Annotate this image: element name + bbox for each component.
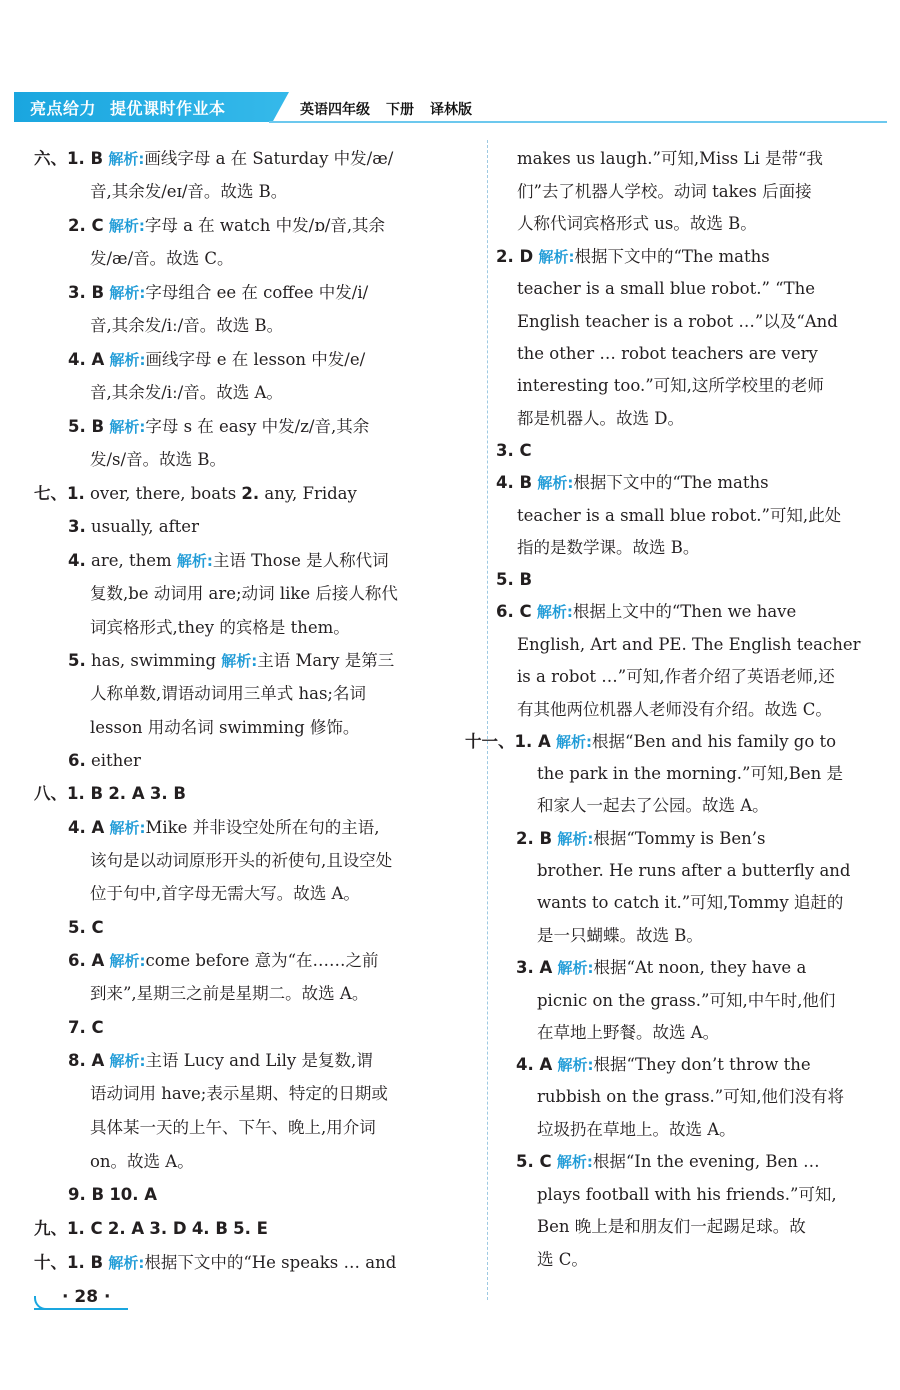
analysis-label: 解析: (537, 474, 574, 492)
item-number: 十、1. B (34, 1253, 104, 1272)
analysis-label: 解析: (109, 1052, 146, 1070)
right-answer-line (516, 828, 766, 850)
answer-text: 主语 Mary 是第三 (257, 651, 395, 670)
left-answer-line (90, 717, 359, 739)
page-number-rule (34, 1308, 128, 1310)
item-number: 4. A (68, 350, 105, 369)
answer-text: rubbish on the grass.”可知,他们没有将 (537, 1087, 844, 1106)
answer-text: English teacher is a robot …”以及“And (517, 312, 838, 331)
analysis-label: 解析: (109, 952, 146, 970)
right-answer-line (496, 440, 532, 462)
right-answer-line (537, 795, 769, 817)
header-book-info (300, 99, 488, 119)
analysis-label: 解析: (556, 733, 593, 751)
item-number: 5. B (496, 570, 533, 589)
analysis-label: 解析: (109, 351, 146, 369)
right-answer-line (496, 569, 532, 591)
item-number: 七、1. (34, 484, 85, 503)
answer-text: 主语 Those 是人称代词 (212, 551, 389, 570)
answer-text: teacher is a small blue robot.”可知,此处 (517, 506, 842, 525)
book-volume: 下册 (386, 102, 414, 118)
left-answer-line (90, 382, 283, 404)
item-number: 7. C (68, 1018, 104, 1037)
left-answer-line (90, 315, 283, 337)
right-answer-line (517, 666, 835, 688)
left-answer-line (68, 817, 379, 839)
right-answer-line (537, 860, 850, 882)
left-answer-line (68, 282, 368, 304)
answer-text: Mike 并非设空处所在句的主语, (145, 818, 380, 837)
left-answer-line (68, 416, 369, 438)
item-number: 6. C (496, 602, 532, 621)
analysis-label: 解析: (108, 150, 145, 168)
answer-text: 根据“In the evening, Ben … (592, 1152, 820, 1171)
right-answer-line (537, 1086, 844, 1108)
right-answer-line (537, 1119, 736, 1141)
left-answer-line (34, 1252, 396, 1274)
answer-text: 是一只蝴蝶。故选 B。 (537, 926, 703, 945)
brand-name: 亮点给力 (30, 99, 97, 118)
column-divider (487, 140, 488, 1300)
right-answer-line (517, 699, 832, 721)
right-answer-line (517, 537, 699, 559)
item-number: 5. (68, 651, 86, 670)
answer-text: the park in the morning.”可知,Ben 是 (537, 764, 843, 783)
right-answer-line (496, 246, 770, 268)
left-answer-line (68, 1184, 157, 1206)
right-answer-line (465, 731, 836, 753)
left-answer-line (34, 483, 357, 505)
right-answer-line (517, 343, 818, 365)
answer-text: 垃圾扔在草地上。故选 A。 (537, 1120, 736, 1139)
answer-text: 音,其余发/eɪ/音。故选 B。 (90, 182, 288, 201)
answer-text: 根据下文中的“He speaks … and (144, 1253, 397, 1272)
answer-text: 音,其余发/iː/音。故选 B。 (90, 316, 284, 335)
right-answer-line (517, 505, 841, 527)
right-answer-line (517, 181, 812, 203)
item-number: 10. A (109, 1185, 158, 1204)
item-number: 2. C (68, 216, 104, 235)
left-answer-line (34, 148, 393, 170)
item-number: 3. B (68, 283, 105, 302)
answer-text: 字母组合 ee 在 coffee 中发/i/ (145, 283, 369, 302)
left-answer-line (90, 583, 398, 605)
item-number: 2. (241, 484, 260, 503)
answer-text: 发/æ/音。故选 C。 (90, 249, 234, 268)
answer-text: 们”去了机器人学校。动词 takes 后面接 (517, 182, 812, 201)
left-answer-line (90, 181, 287, 203)
item-number: 4. A (516, 1055, 553, 1074)
answer-text: over, there, boats (84, 484, 242, 503)
right-answer-line (517, 634, 860, 656)
answer-text: 字母 a 在 watch 中发/ɒ/音,其余 (144, 216, 386, 235)
item-number: 6. (68, 751, 86, 770)
left-answer-line (68, 550, 389, 572)
answer-text: 发/s/音。故选 B。 (90, 450, 226, 469)
header-rule (269, 121, 887, 123)
item-number: 4. A (68, 818, 105, 837)
item-number: 3. C (496, 441, 532, 460)
analysis-label: 解析: (557, 1056, 594, 1074)
left-answer-line (68, 650, 394, 672)
answer-text: 具体某一天的上午、下午、晚上,用介词 (90, 1118, 376, 1137)
left-answer-line (68, 349, 365, 371)
answer-text: 该句是以动词原形开头的祈使句,且设空处 (90, 851, 393, 870)
analysis-label: 解析: (109, 418, 146, 436)
right-answer-line (537, 892, 843, 914)
answer-text: 根据“At noon, they have a (593, 958, 807, 977)
item-number: 6. A (68, 951, 105, 970)
item-number: 9. B (68, 1185, 105, 1204)
analysis-label: 解析: (538, 248, 575, 266)
right-answer-line (517, 148, 823, 170)
left-answer-line (68, 750, 141, 772)
answer-text: teacher is a small blue robot.” “The (517, 279, 815, 298)
right-answer-line (537, 1249, 588, 1271)
item-number: 5. C (68, 918, 104, 937)
answer-text: 位于句中,首字母无需大写。故选 A。 (90, 884, 360, 903)
left-answer-line (90, 1151, 194, 1173)
analysis-label: 解析: (221, 652, 258, 670)
item-number: 2. A (108, 784, 145, 803)
left-answer-line (90, 983, 368, 1005)
right-answer-line (517, 408, 684, 430)
right-answer-line (496, 601, 796, 623)
answer-text: 有其他两位机器人老师没有介绍。故选 C。 (517, 700, 832, 719)
right-answer-line (516, 1151, 820, 1173)
item-number: 2. D (496, 247, 534, 266)
analysis-label: 解析: (109, 284, 146, 302)
answer-text: 根据“Tommy is Ben’s (593, 829, 766, 848)
answer-text: usually, after (85, 517, 199, 536)
left-answer-line (90, 883, 360, 905)
right-answer-line (537, 925, 703, 947)
answer-text: 和家人一起去了公园。故选 A。 (537, 796, 769, 815)
answer-text: any, Friday (259, 484, 357, 503)
left-answer-line (90, 248, 234, 270)
answer-text: either (85, 751, 141, 770)
item-number: 3. (68, 517, 86, 536)
right-answer-line (537, 990, 835, 1012)
analysis-label: 解析: (557, 959, 594, 977)
left-answer-line (68, 917, 104, 939)
left-answer-line (90, 1117, 376, 1139)
book-edition: 译林版 (430, 102, 472, 118)
item-number: 2. B (516, 829, 553, 848)
left-answer-line (90, 449, 226, 471)
analysis-label: 解析: (556, 1153, 593, 1171)
answer-text: plays football with his friends.”可知, (537, 1185, 837, 1204)
answer-text: 根据下文中的“The maths (573, 473, 769, 492)
right-answer-line (517, 375, 824, 397)
left-answer-line (34, 783, 186, 805)
answer-text: wants to catch it.”可知,Tommy 追赶的 (537, 893, 844, 912)
answer-text: English, Art and PE. The English teacher (517, 635, 861, 654)
left-answer-line (68, 215, 385, 237)
right-answer-line (517, 311, 838, 333)
answer-text: 画线字母 e 在 lesson 中发/e/ (145, 350, 366, 369)
right-answer-line (496, 472, 769, 494)
right-answer-line (537, 1184, 837, 1206)
answer-text: interesting too.”可知,这所学校里的老师 (517, 376, 824, 395)
left-answer-line (34, 1218, 268, 1240)
answer-text: 在草地上野餐。故选 A。 (537, 1023, 720, 1042)
item-number: 2. A (107, 1219, 145, 1238)
answer-text: 选 C。 (537, 1250, 588, 1269)
answer-text: picnic on the grass.”可知,中午时,他们 (537, 991, 836, 1010)
left-answer-line (68, 1017, 104, 1039)
right-answer-line (516, 1054, 811, 1076)
item-number: 3. B (149, 784, 186, 803)
answer-text: 复数,be 动词用 are;动词 like 后接人称代 (90, 584, 398, 603)
left-answer-line (90, 617, 350, 639)
answer-text: Ben 晚上是和朋友们一起踢足球。故 (537, 1217, 806, 1236)
item-number: 六、1. B (34, 149, 104, 168)
answer-text: is a robot …”可知,作者介绍了英语老师,还 (517, 667, 835, 686)
answer-text: 字母 s 在 easy 中发/z/音,其余 (145, 417, 370, 436)
answer-text: 画线字母 a 在 Saturday 中发/æ/ (144, 149, 394, 168)
right-answer-line (537, 763, 843, 785)
answer-text: 到来”,星期三之前是星期二。故选 A。 (90, 984, 369, 1003)
answer-text: are, them (85, 551, 177, 570)
analysis-label: 解析: (176, 552, 213, 570)
header-brand (30, 96, 226, 119)
answer-text: 根据上文中的“Then we have (572, 602, 797, 621)
analysis-label: 解析: (109, 819, 146, 837)
page-number: · 28 · (62, 1287, 111, 1307)
left-answer-line (68, 516, 199, 538)
item-number: 八、1. B (34, 784, 104, 803)
answer-text: 根据“They don’t throw the (593, 1055, 811, 1074)
left-answer-line (68, 1050, 373, 1072)
right-answer-line (517, 278, 815, 300)
item-number: 3. D (149, 1219, 187, 1238)
answer-text: 指的是数学课。故选 B。 (517, 538, 700, 557)
left-answer-line (90, 683, 366, 705)
page-header (14, 92, 887, 124)
answer-text: 词宾格形式,they 的宾格是 them。 (90, 618, 350, 637)
item-number: 5. B (68, 417, 105, 436)
right-answer-line (516, 957, 806, 979)
item-number: 8. A (68, 1051, 105, 1070)
answer-text: 音,其余发/iː/音。故选 A。 (90, 383, 283, 402)
right-answer-line (537, 1022, 719, 1044)
item-number: 十一、1. A (465, 732, 551, 751)
answer-text: 都是机器人。故选 D。 (517, 409, 684, 428)
analysis-label: 解析: (536, 603, 573, 621)
answer-text: the other … robot teachers are very (517, 344, 818, 363)
left-answer-line (68, 950, 379, 972)
item-number: 5. C (516, 1152, 552, 1171)
answer-text: 根据下文中的“The maths (574, 247, 770, 266)
right-answer-line (537, 1216, 806, 1238)
analysis-label: 解析: (108, 1254, 145, 1272)
answer-text: has, swimming (85, 651, 222, 670)
analysis-label: 解析: (108, 217, 145, 235)
answer-text: 根据“Ben and his family go to (592, 732, 837, 751)
answer-text: come before 意为“在……之前 (145, 951, 379, 970)
item-number: 5. E (233, 1219, 268, 1238)
answer-text: 语动词用 have;表示星期、特定的日期或 (90, 1084, 388, 1103)
item-number: 4. B (496, 473, 533, 492)
answer-text: lesson 用动名词 swimming 修饰。 (90, 718, 360, 737)
book-grade: 英语四年级 (300, 102, 370, 118)
answer-text: 主语 Lucy and Lily 是复数,谓 (145, 1051, 373, 1070)
item-number: 3. A (516, 958, 553, 977)
right-answer-line (517, 213, 757, 235)
item-number: 九、1. C (34, 1219, 103, 1238)
answer-text: makes us laugh.”可知,Miss Li 是带“我 (517, 149, 823, 168)
analysis-label: 解析: (557, 830, 594, 848)
answer-text: 人称代词宾格形式 us。故选 B。 (517, 214, 757, 233)
answer-text: on。故选 A。 (90, 1152, 194, 1171)
brand-series: 提优课时作业本 (110, 99, 226, 118)
answer-text: 人称单数,谓语动词用三单式 has;名词 (90, 684, 366, 703)
left-answer-line (90, 1083, 388, 1105)
item-number: 4. (68, 551, 86, 570)
answer-text: brother. He runs after a butterfly and (537, 861, 851, 880)
left-answer-line (90, 850, 392, 872)
item-number: 4. B (191, 1219, 228, 1238)
